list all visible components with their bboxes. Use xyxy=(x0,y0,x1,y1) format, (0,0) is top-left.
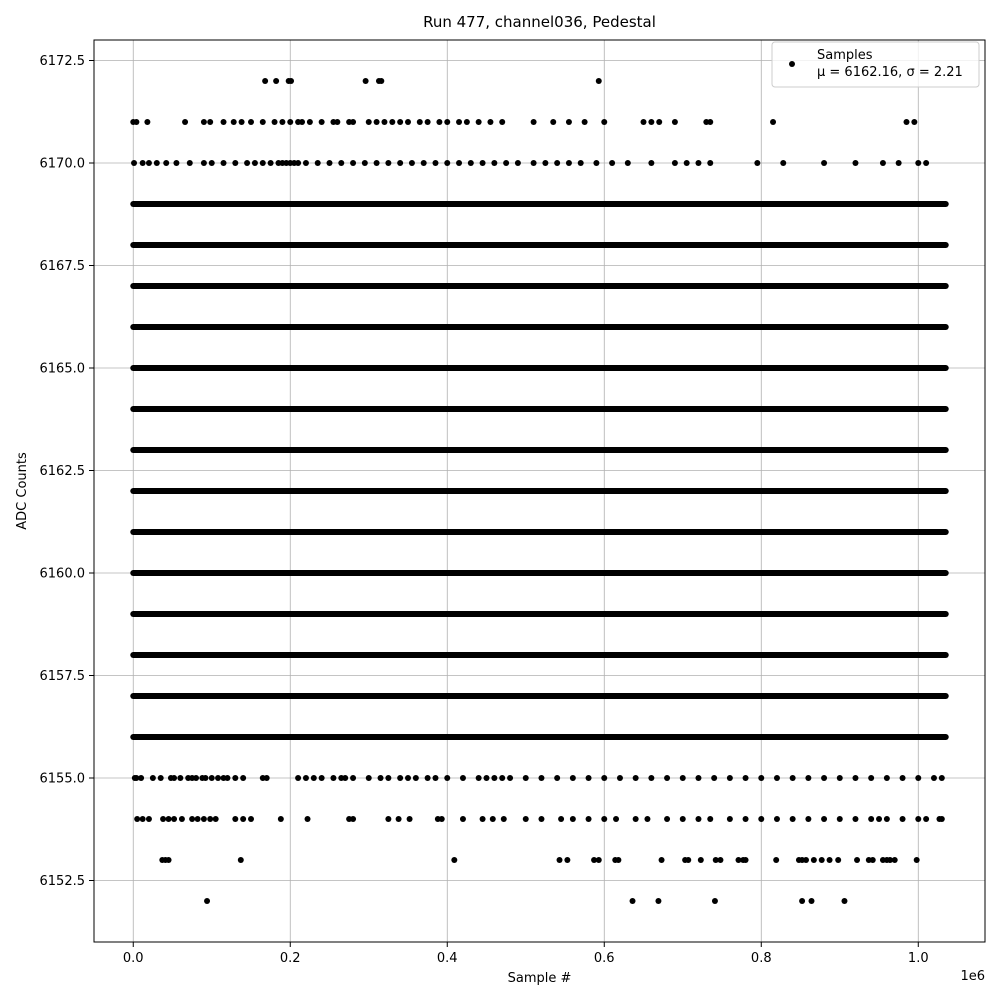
sample-point xyxy=(870,857,876,863)
sample-point xyxy=(133,119,139,125)
sample-point xyxy=(362,160,368,166)
sample-point xyxy=(248,816,254,822)
sample-point xyxy=(939,775,945,781)
sample-point xyxy=(707,816,713,822)
y-tick-label: 6162.5 xyxy=(39,464,85,479)
sample-point xyxy=(215,775,221,781)
sample-point xyxy=(809,898,815,904)
sample-point xyxy=(648,119,654,125)
x-tick-label: 0.4 xyxy=(436,951,458,966)
sample-point xyxy=(209,775,215,781)
sample-point xyxy=(680,816,686,822)
sample-point xyxy=(672,119,678,125)
sample-point xyxy=(743,857,749,863)
sample-point xyxy=(409,160,415,166)
sample-point xyxy=(680,775,686,781)
sample-point xyxy=(601,775,607,781)
sample-point xyxy=(743,816,749,822)
sample-point xyxy=(381,119,387,125)
sample-point xyxy=(911,119,917,125)
sample-point xyxy=(554,775,560,781)
sample-point xyxy=(564,857,570,863)
sample-point xyxy=(350,816,356,822)
sample-point xyxy=(421,160,427,166)
sample-point xyxy=(131,160,137,166)
sample-point xyxy=(695,816,701,822)
sample-point xyxy=(425,119,431,125)
sample-point xyxy=(268,160,274,166)
x-tick-label: 0.8 xyxy=(750,951,772,966)
y-axis-label: ADC Counts xyxy=(15,452,30,530)
sample-point xyxy=(727,816,733,822)
sample-point xyxy=(884,775,890,781)
sample-point xyxy=(596,857,602,863)
sample-point xyxy=(892,857,898,863)
sample-point xyxy=(397,119,403,125)
sample-point xyxy=(327,160,333,166)
sample-point xyxy=(487,119,493,125)
sample-point xyxy=(727,775,733,781)
sample-point xyxy=(900,816,906,822)
sample-point xyxy=(625,160,631,166)
sample-point xyxy=(707,160,713,166)
sample-point xyxy=(417,119,423,125)
sample-point xyxy=(295,160,301,166)
x-tick-label: 0.6 xyxy=(593,951,615,966)
sample-point xyxy=(914,857,920,863)
sample-point xyxy=(570,816,576,822)
sample-point xyxy=(476,119,482,125)
sample-point xyxy=(931,775,937,781)
sample-point xyxy=(224,775,230,781)
sample-point xyxy=(138,775,144,781)
sample-point xyxy=(202,775,208,781)
sample-point xyxy=(173,160,179,166)
sample-point xyxy=(260,119,266,125)
sample-point xyxy=(900,775,906,781)
y-tick-label: 6160.0 xyxy=(39,566,85,582)
sample-point xyxy=(758,775,764,781)
sample-point xyxy=(550,119,556,125)
sample-point xyxy=(154,160,160,166)
sample-point xyxy=(641,119,647,125)
sample-point xyxy=(939,816,945,822)
sample-point xyxy=(160,816,166,822)
sample-point xyxy=(307,119,313,125)
sample-point xyxy=(915,816,921,822)
x-tick-label: 0.2 xyxy=(279,951,301,966)
sample-point xyxy=(444,119,450,125)
sample-point xyxy=(311,775,317,781)
sample-point xyxy=(303,775,309,781)
sample-point xyxy=(780,160,786,166)
sample-point xyxy=(204,898,210,904)
sample-point xyxy=(163,160,169,166)
sample-point xyxy=(582,119,588,125)
sample-point xyxy=(557,857,563,863)
sample-point xyxy=(841,898,847,904)
sample-point xyxy=(252,160,258,166)
sample-point xyxy=(244,160,250,166)
sample-point xyxy=(538,775,544,781)
sample-point xyxy=(648,775,654,781)
sample-point xyxy=(586,816,592,822)
sample-point xyxy=(596,78,602,84)
sample-point xyxy=(195,816,201,822)
sample-point xyxy=(803,857,809,863)
sample-point xyxy=(903,119,909,125)
sample-point xyxy=(484,775,490,781)
sample-point xyxy=(330,775,336,781)
sample-point xyxy=(531,160,537,166)
x-tick-label: 0.0 xyxy=(122,951,144,966)
sample-point xyxy=(923,816,929,822)
sample-point xyxy=(805,816,811,822)
y-tick-label: 6155.0 xyxy=(39,771,85,787)
sample-point xyxy=(363,78,369,84)
sample-point xyxy=(272,119,278,125)
sample-point xyxy=(854,857,860,863)
y-tick-label: 6167.5 xyxy=(39,259,85,274)
sample-point xyxy=(821,816,827,822)
sample-point xyxy=(799,898,805,904)
sample-point xyxy=(754,160,760,166)
sample-point xyxy=(140,816,146,822)
sample-point xyxy=(239,119,245,125)
sample-point xyxy=(374,160,380,166)
sample-point xyxy=(436,119,442,125)
sample-point xyxy=(774,816,780,822)
sample-point xyxy=(439,816,445,822)
sample-point xyxy=(884,816,890,822)
sample-point xyxy=(507,775,513,781)
sample-point xyxy=(538,816,544,822)
sample-point xyxy=(378,775,384,781)
sample-point xyxy=(644,816,650,822)
sample-point xyxy=(684,160,690,166)
sample-point xyxy=(334,119,340,125)
sample-point xyxy=(389,119,395,125)
sample-point xyxy=(248,119,254,125)
sample-point xyxy=(880,160,886,166)
sample-point xyxy=(876,816,882,822)
sample-point xyxy=(819,857,825,863)
sample-point xyxy=(633,816,639,822)
sample-point xyxy=(711,775,717,781)
sample-point xyxy=(396,816,402,822)
sample-point xyxy=(305,816,311,822)
sample-point xyxy=(221,160,227,166)
sample-point xyxy=(187,160,193,166)
legend-stats: μ = 6162.16, σ = 2.21 xyxy=(817,65,963,80)
sample-point xyxy=(835,857,841,863)
x-tick-label: 1.0 xyxy=(907,951,929,966)
sample-point xyxy=(158,775,164,781)
sample-point xyxy=(923,160,929,166)
sample-point xyxy=(811,857,817,863)
sample-point xyxy=(189,816,195,822)
sample-point xyxy=(554,160,560,166)
legend-series-name: Samples xyxy=(817,48,873,63)
sample-point xyxy=(444,775,450,781)
sample-point xyxy=(146,160,152,166)
sample-point xyxy=(480,816,486,822)
sample-point xyxy=(366,775,372,781)
sample-point xyxy=(531,119,537,125)
x-axis-offset-text: 1e6 xyxy=(960,969,985,984)
sample-point xyxy=(868,816,874,822)
sample-point xyxy=(207,119,213,125)
legend xyxy=(772,42,979,87)
sample-point xyxy=(207,816,213,822)
sample-point xyxy=(915,775,921,781)
sample-point xyxy=(601,119,607,125)
sample-point xyxy=(491,775,497,781)
sample-point xyxy=(405,775,411,781)
sample-point xyxy=(146,816,152,822)
sample-point xyxy=(288,78,294,84)
sample-point xyxy=(413,775,419,781)
sample-point xyxy=(695,160,701,166)
y-tick-label: 6170.0 xyxy=(39,156,85,172)
sample-point xyxy=(166,816,172,822)
sample-point xyxy=(790,775,796,781)
sample-point xyxy=(240,775,246,781)
sample-point xyxy=(685,857,691,863)
sample-point xyxy=(630,898,636,904)
sample-point xyxy=(672,160,678,166)
sample-point xyxy=(171,816,177,822)
y-tick-label: 6172.5 xyxy=(39,54,85,69)
sample-point xyxy=(655,898,661,904)
sample-point xyxy=(278,816,284,822)
sample-point xyxy=(593,160,599,166)
sample-point xyxy=(664,816,670,822)
sample-point xyxy=(432,160,438,166)
sample-point xyxy=(232,160,238,166)
sample-point xyxy=(405,119,411,125)
sample-point xyxy=(279,119,285,125)
sample-point xyxy=(617,775,623,781)
sample-point xyxy=(542,160,548,166)
sample-point xyxy=(378,78,384,84)
sample-point xyxy=(232,775,238,781)
sample-point xyxy=(456,160,462,166)
legend-marker xyxy=(789,61,795,67)
sample-point xyxy=(915,160,921,166)
sample-point xyxy=(613,816,619,822)
sample-point xyxy=(464,119,470,125)
sample-point xyxy=(444,160,450,166)
sample-point xyxy=(456,119,462,125)
sample-point xyxy=(342,775,348,781)
sample-point xyxy=(601,816,607,822)
sample-point xyxy=(774,775,780,781)
sample-point xyxy=(264,775,270,781)
sample-point xyxy=(238,857,244,863)
sample-point xyxy=(523,775,529,781)
sample-point xyxy=(773,857,779,863)
chart-title: Run 477, channel036, Pedestal xyxy=(423,13,656,31)
sample-point xyxy=(712,898,718,904)
sample-point xyxy=(182,119,188,125)
sample-point xyxy=(743,775,749,781)
sample-point xyxy=(319,119,325,125)
sample-point xyxy=(852,775,858,781)
sample-point xyxy=(586,775,592,781)
sample-point xyxy=(698,857,704,863)
sample-point xyxy=(695,775,701,781)
x-axis-label: Sample # xyxy=(507,971,572,986)
sample-point xyxy=(503,160,509,166)
sample-point xyxy=(633,775,639,781)
sample-point xyxy=(299,119,305,125)
sample-point xyxy=(407,816,413,822)
sample-point xyxy=(350,119,356,125)
sample-point xyxy=(232,816,238,822)
sample-point xyxy=(374,119,380,125)
sample-point xyxy=(558,816,564,822)
sample-point xyxy=(664,775,670,781)
sample-point xyxy=(499,775,505,781)
sample-point xyxy=(852,816,858,822)
sample-point xyxy=(397,775,403,781)
sample-point xyxy=(260,160,266,166)
sample-point xyxy=(490,816,496,822)
sample-point xyxy=(166,857,172,863)
sample-point xyxy=(201,816,207,822)
sample-point xyxy=(350,160,356,166)
sample-point xyxy=(460,775,466,781)
sample-point xyxy=(144,119,150,125)
sample-point xyxy=(315,160,321,166)
sample-point xyxy=(609,160,615,166)
sample-point xyxy=(515,160,521,166)
sample-point xyxy=(570,775,576,781)
sample-point xyxy=(659,857,665,863)
sample-point xyxy=(319,775,325,781)
sample-point xyxy=(523,816,529,822)
sample-point xyxy=(295,775,301,781)
sample-point xyxy=(480,160,486,166)
sample-point xyxy=(425,775,431,781)
sample-point xyxy=(578,160,584,166)
sample-point xyxy=(896,160,902,166)
sample-point xyxy=(566,119,572,125)
sample-point xyxy=(656,119,662,125)
sample-point xyxy=(177,775,183,781)
sample-point xyxy=(273,78,279,84)
sample-point xyxy=(432,775,438,781)
sample-point xyxy=(193,775,199,781)
sample-point xyxy=(179,816,185,822)
sample-point xyxy=(150,775,156,781)
sample-point xyxy=(140,160,146,166)
sample-point xyxy=(397,160,403,166)
sample-point xyxy=(385,816,391,822)
sample-point xyxy=(209,160,215,166)
sample-point xyxy=(231,119,237,125)
sample-point xyxy=(476,775,482,781)
sample-point xyxy=(707,119,713,125)
sample-point xyxy=(717,857,723,863)
sample-point xyxy=(821,160,827,166)
sample-point xyxy=(827,857,833,863)
sample-point xyxy=(837,775,843,781)
sample-point xyxy=(385,775,391,781)
sample-point xyxy=(460,816,466,822)
sample-point xyxy=(350,775,356,781)
sample-point xyxy=(201,119,207,125)
sample-point xyxy=(501,816,507,822)
sample-point xyxy=(385,160,391,166)
sample-point xyxy=(468,160,474,166)
sample-point xyxy=(770,119,776,125)
sample-point xyxy=(852,160,858,166)
sample-point xyxy=(790,816,796,822)
y-tick-label: 6157.5 xyxy=(39,669,85,684)
sample-point xyxy=(221,119,227,125)
sample-point xyxy=(566,160,572,166)
sample-point xyxy=(821,775,827,781)
sample-point xyxy=(338,160,344,166)
sample-point xyxy=(240,816,246,822)
sample-point xyxy=(805,775,811,781)
sample-point xyxy=(303,160,309,166)
sample-point xyxy=(287,119,293,125)
sample-point xyxy=(451,857,457,863)
sample-point xyxy=(491,160,497,166)
sample-point xyxy=(134,816,140,822)
sample-point xyxy=(366,119,372,125)
sample-point xyxy=(201,160,207,166)
y-tick-label: 6152.5 xyxy=(39,874,85,889)
sample-point xyxy=(648,160,654,166)
sample-point xyxy=(262,78,268,84)
sample-point xyxy=(499,119,505,125)
sample-point xyxy=(868,775,874,781)
sample-point xyxy=(171,775,177,781)
sample-point xyxy=(615,857,621,863)
sample-point xyxy=(758,816,764,822)
sample-point xyxy=(213,816,219,822)
y-tick-label: 6165.0 xyxy=(39,361,85,377)
sample-point xyxy=(837,816,843,822)
